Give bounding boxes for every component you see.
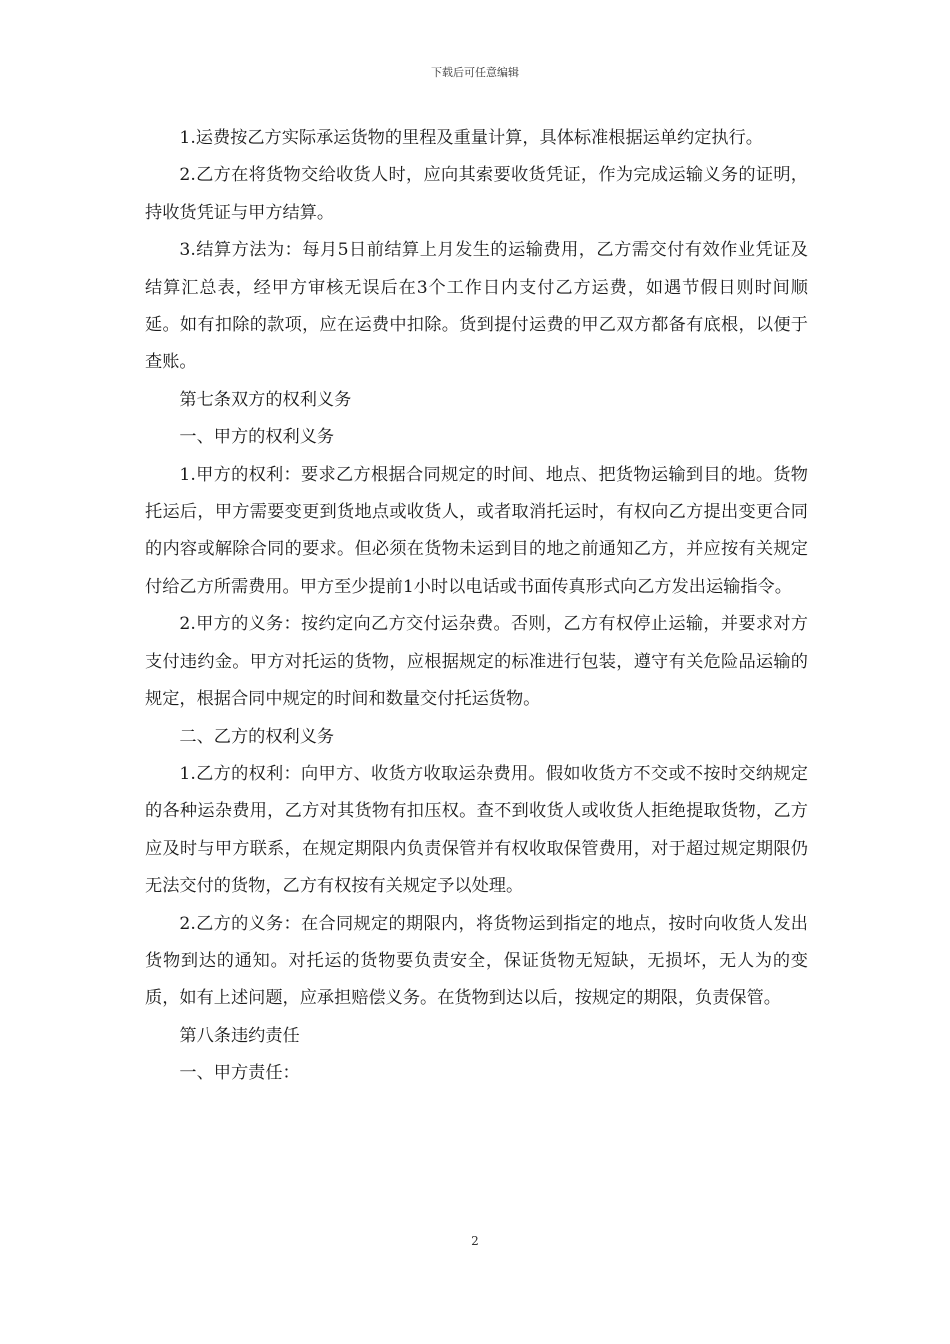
section-party-a-liability-heading: 一、甲方责任： [179,1063,300,1084]
page-header: 下载后可任意编辑 [431,66,519,79]
paragraph-settlement-method: 3.结算方法为：每月5日前结算上月发生的运输费用，乙方需交付有效作业凭证及结算汇总表，经甲方审核无误后在3个工作日内支付乙方运费，如遇节假日则时间顺延。如有扣除的款项，应在运费中扣除。货到提付运费的甲乙双方都备有底根，以便于查账。 [145,240,808,373]
paragraph-party-b-obligations: 2.乙方的义务：在合同规定的期限内，将货物运到指定的地点，按时向收货人发出货物到达的通知。对托运的货物要负责安全，保证货物无短缺，无损坏，无人为的变质，如有上述问题，应承担赔偿义务。在货物到达以后，按规定的期限，负责保管。 [145,913,808,1009]
paragraph-freight-calculation: 1.运费按乙方实际承运货物的里程及重量计算，具体标准根据运单约定执行。 [179,128,763,148]
section-party-b-heading: 二、乙方的权利义务 [179,726,335,747]
paragraph-party-a-obligations: 2.甲方的义务：按约定向乙方交付运杂费。否则，乙方有权停止运输，并要求对方支付违约金。甲方对托运的货物，应根据规定的标准进行包装，遵守有关危险品运输的规定，根据合同中规定的时间和数量交付托运货物。 [145,614,808,710]
document-body [145,120,808,1093]
paragraph-receipt-voucher: 2.乙方在将货物交给收货人时，应向其索要收货凭证，作为完成运输义务的证明，持收货凭证与甲方结算。 [145,165,808,223]
section-party-a-heading: 一、甲方的权利义务 [179,427,335,448]
paragraph-party-b-rights: 1.乙方的权利：向甲方、收货方收取运杂费用。假如收货方不交或不按时交纳规定的各种运杂费用，乙方对其货物有扣压权。查不到收货人或收货人拒绝提取货物，乙方应及时与甲方联系，在规定期限内负责保管并有权收取保管费用，对于超过规定期限仍无法交付的货物，乙方有权按有关规定予以处理。 [145,763,808,897]
page-number: 2 [471,1234,479,1248]
paragraph-party-a-rights: 1.甲方的权利：要求乙方根据合同规定的时间、地点、把货物运输到目的地。货物托运后，甲方需要变更到货地点或收货人，或者取消托运时，有权向乙方提出变更合同的内容或解除合同的要求。但必须在货物未运到目的地之前通知乙方，并应按有关规定付给乙方所需费用。甲方至少提前1小时以电话或书面传真形式向乙方发出运输指令。 [145,464,808,597]
article-7-heading: 第七条双方的权利义务 [179,389,352,410]
article-8-heading: 第八条违约责任 [179,1025,300,1046]
